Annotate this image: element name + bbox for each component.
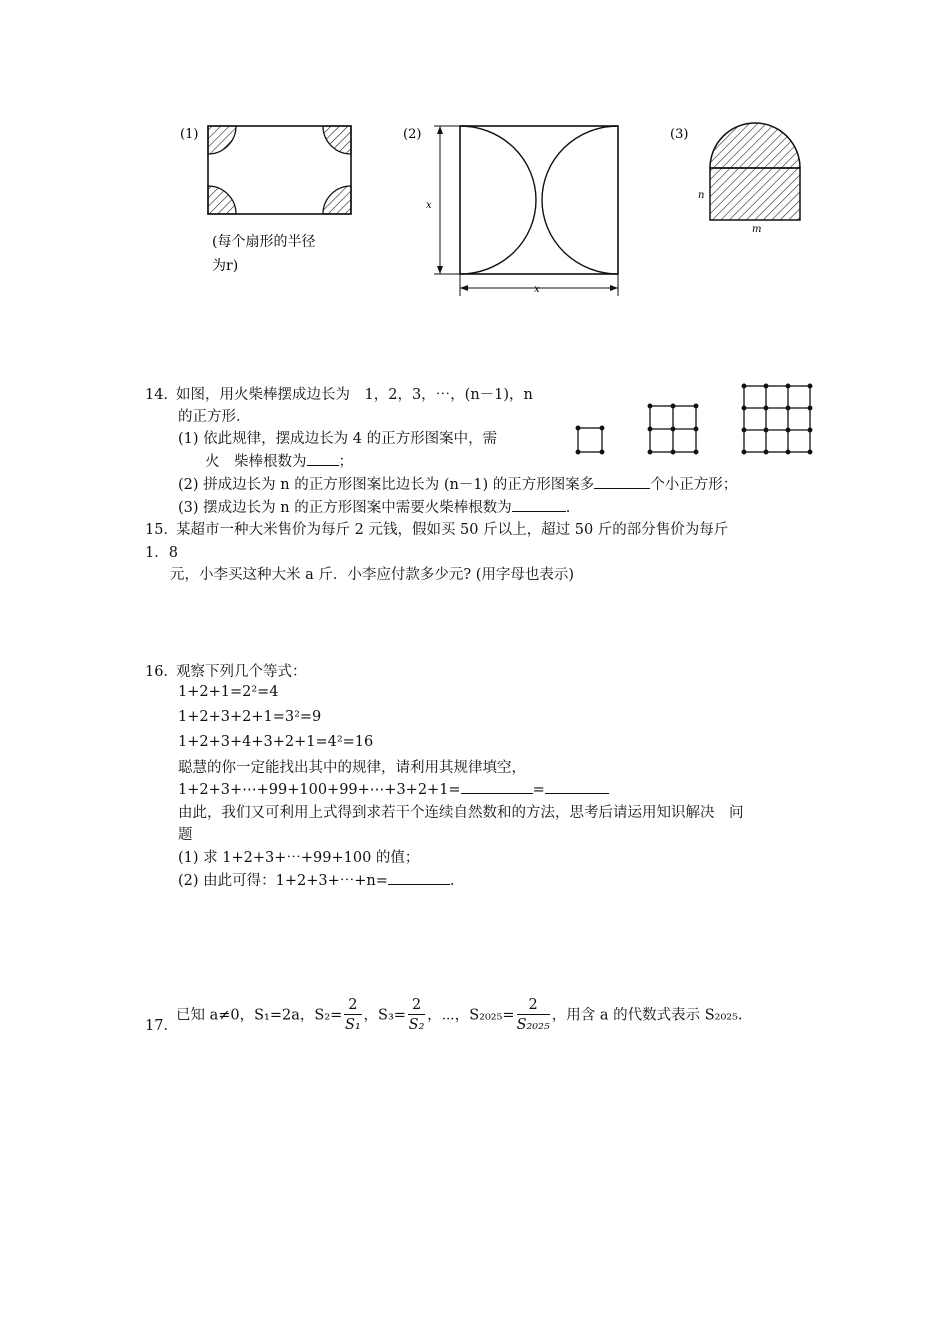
q15-number: 15．: [145, 522, 178, 538]
q17-part4: ，用含 a 的代数式表示 S₂₀₂₅.: [551, 1007, 743, 1024]
fig3-m: m: [752, 224, 762, 235]
fig2-label: (2): [403, 127, 422, 142]
q17-frac3-den: S₂₀₂₅: [516, 1017, 550, 1033]
fig2-dim-vertical: x: [426, 200, 432, 211]
q17-expression: [176, 996, 743, 1035]
q14-matchstick-grids: [570, 380, 820, 460]
q17-part1: 已知 a≠0，S₁=2a，S₂=: [176, 1007, 343, 1024]
q17-part3: ，⋯，S₂₀₂₅=: [427, 1007, 515, 1024]
q16-part2-blank: [388, 870, 450, 885]
q14-part1-text: 火 柴棒根数为: [205, 454, 307, 470]
q16-line-b: [178, 779, 609, 798]
q17-frac2-num: 2: [408, 996, 425, 1015]
q14-stem-line1: 如图，用火柴棒摆成边长为 1，2，3，⋯，(n－1)，n: [176, 387, 533, 403]
q16-part2: [178, 869, 455, 890]
fig1-caption-line2: 为r): [212, 258, 239, 274]
q15-line2: 1．8: [145, 545, 178, 561]
q16-line-d: 题: [178, 827, 193, 843]
q16-part2-text: (2) 由此可得：1+2+3+⋯+n=: [178, 873, 388, 889]
fig3-n: n: [698, 190, 705, 201]
figures-area: [160, 110, 820, 310]
q17-fraction-2: [408, 996, 425, 1035]
q17-frac1-num: 2: [344, 996, 361, 1015]
q14-part1-line1: (1) 依此规律，摆成边长为 4 的正方形图案中，需: [178, 431, 498, 447]
q16-eq3: 1+2+3+4+3+2+1=4²=16: [178, 734, 374, 750]
grid-side-2: [648, 404, 698, 454]
grid-side-3: [742, 384, 812, 454]
q16-line-c: 由此，我们又可利用上式得到求若干个连续自然数和的方法，思考后请运用知识解决 问: [178, 805, 744, 821]
q16-number: 16．: [145, 664, 178, 680]
q16-part2-end: .: [449, 873, 455, 889]
q14-stem-line2: 的正方形．: [178, 409, 251, 425]
q16-intro: 观察下列几个等式：: [176, 664, 307, 680]
q16-blank-2: [545, 779, 609, 794]
q14-part1-end: ；: [338, 454, 353, 470]
q15-line1: 某超市一种大米售价为每斤 2 元钱，假如买 50 斤以上，超过 50 斤的部分售价为每斤: [176, 522, 729, 538]
q17-fraction-3: [517, 996, 550, 1035]
fig3-label: (3): [670, 127, 689, 142]
q14-part3-end: .: [565, 500, 571, 516]
q16-sum-expression: 1+2+3+⋯+99+100+99+⋯+3+2+1=: [178, 782, 461, 798]
q17-frac2-den: S₂: [408, 1017, 425, 1033]
q17-frac1-den: S₁: [345, 1017, 361, 1033]
grid-side-1: [576, 426, 604, 454]
q14-part2-blank: [594, 474, 650, 489]
fig3-rect-with-semicircle: [710, 123, 800, 220]
fig2-dim-horizontal: x: [534, 284, 540, 295]
q17-frac3-num: 2: [517, 996, 550, 1015]
q16-eq2: 1+2+3+2+1=3²=9: [178, 709, 322, 725]
q14-part3-blank: [512, 497, 566, 512]
q14-part3-text: (3) 摆成边长为 n 的正方形图案中需要火柴棒根数为: [178, 500, 512, 516]
q16-blank-1: [461, 779, 533, 794]
q14-number: 14．: [145, 387, 178, 403]
fig1-rectangle-with-sectors: [208, 126, 351, 214]
q16-eq1: 1+2+1=2²=4: [178, 684, 279, 700]
q16-line-a: 聪慧的你一定能找出其中的规律，请利用其规律填空，: [178, 760, 526, 776]
q16-part1: (1) 求 1+2+3+⋯+99+100 的值；: [178, 850, 420, 866]
q17-fraction-1: [344, 996, 361, 1035]
fig2-square-with-arcs: [434, 126, 618, 296]
q14-part2: [178, 473, 737, 494]
q17-number: 17．: [145, 1018, 178, 1034]
q15-line3: 元，小李买这种大米 a 斤．小李应付款多少元? (用字母也表示): [170, 567, 575, 583]
q14-part2-end: 个小正方形；: [650, 477, 738, 493]
q14-part1-blank: [307, 451, 339, 466]
q17-part2: ，S₃=: [363, 1007, 406, 1024]
q14-part3: [178, 496, 570, 517]
fig1-label: (1): [180, 127, 199, 142]
fig1-caption-line1: (每个扇形的半径: [212, 234, 316, 250]
q14-part2-text: (2) 拼成边长为 n 的正方形图案比边长为 (n－1) 的正方形图案多: [178, 477, 595, 493]
q14-part1-line2: [205, 450, 353, 471]
q16-equals: =: [532, 782, 545, 798]
